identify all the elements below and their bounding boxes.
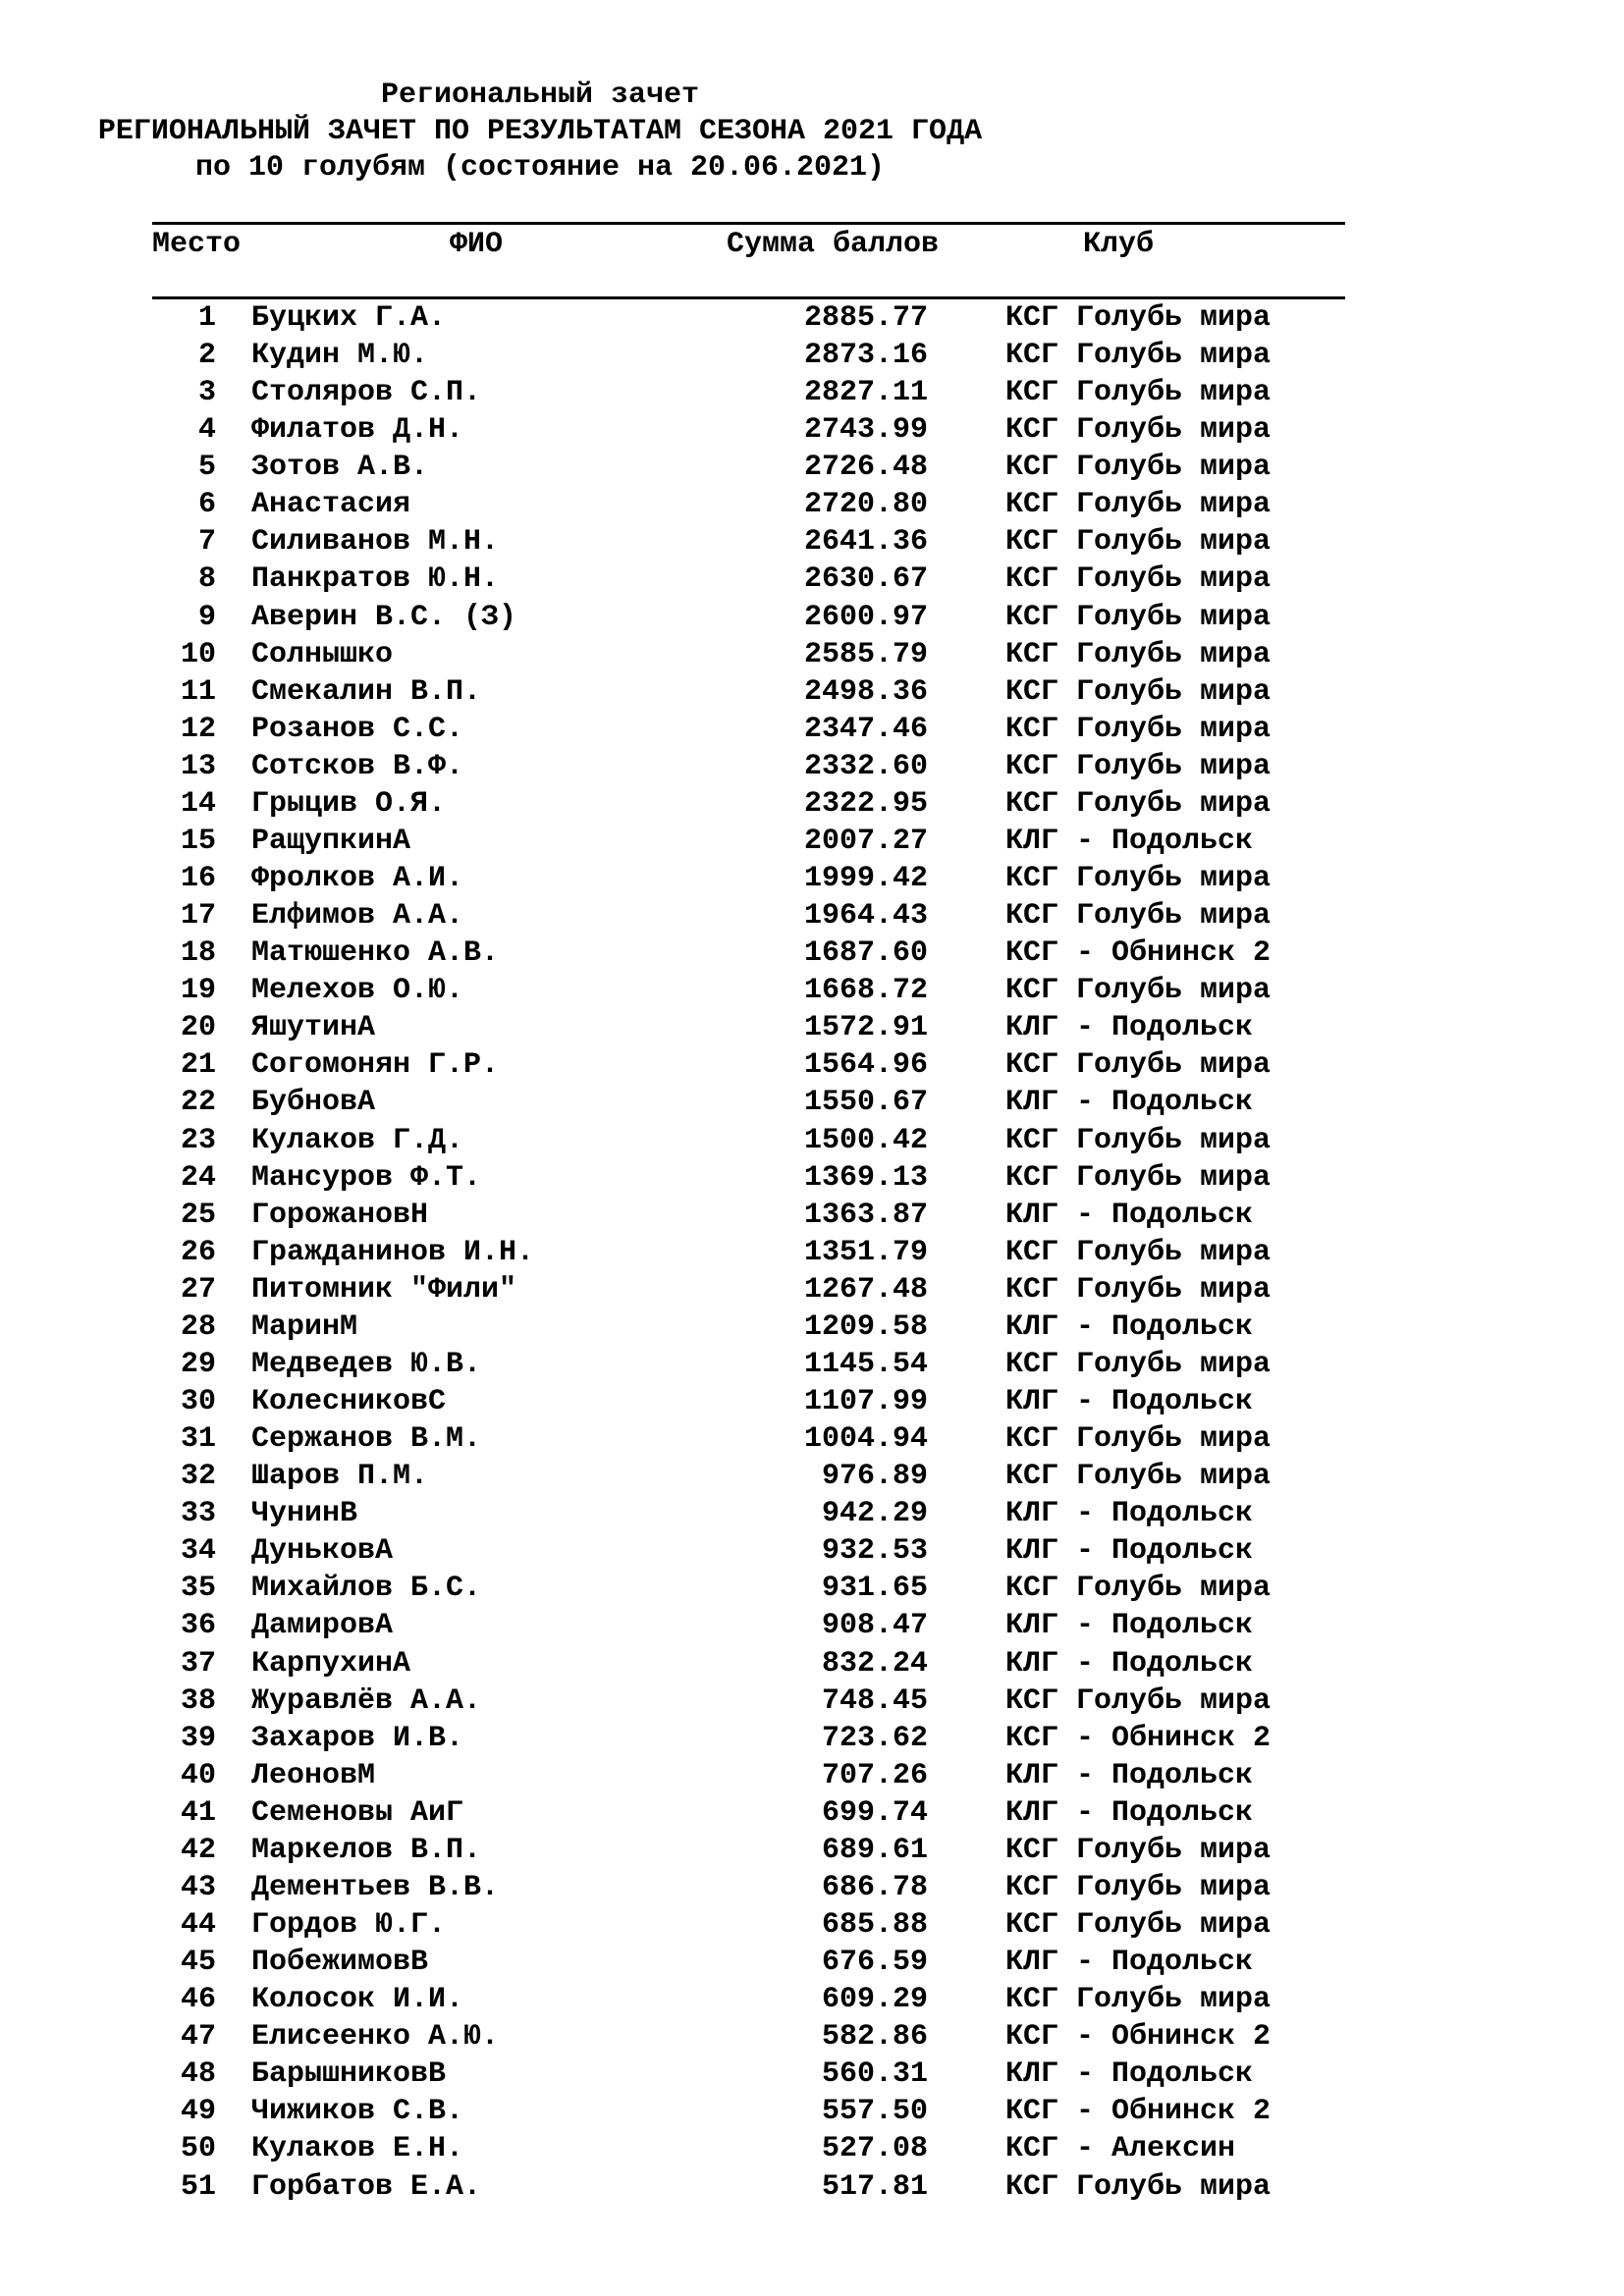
row-club: КСГ Голубь мира: [1005, 1870, 1272, 1904]
row-name: Анастасия: [251, 488, 411, 522]
row-place: 7: [197, 525, 216, 560]
table-row: [0, 374, 1624, 411]
row-place: 29: [180, 1347, 216, 1381]
row-score: 2332.60: [803, 749, 928, 783]
row-score: 2600.97: [803, 600, 928, 634]
table-row: [0, 449, 1624, 486]
row-name: МаринМ: [251, 1309, 358, 1344]
table-row: [0, 1832, 1624, 1869]
row-club: КСГ Голубь мира: [1005, 376, 1272, 410]
row-score: 1145.54: [803, 1347, 928, 1381]
row-place: 3: [197, 376, 216, 410]
row-club: КЛГ - Подольск: [1005, 1758, 1254, 1792]
row-club: КСГ Голубь мира: [1005, 339, 1272, 373]
table-row: [0, 1981, 1624, 2018]
row-score: 2630.67: [803, 562, 928, 597]
table-row: [0, 1308, 1624, 1346]
row-score: 1999.42: [803, 862, 928, 896]
row-name: Дементьев В.В.: [251, 1870, 500, 1904]
table-row: [0, 1869, 1624, 1906]
table-row: [0, 2056, 1624, 2093]
row-score: 2007.27: [803, 824, 928, 858]
row-name: Панкратов Ю.Н.: [251, 562, 500, 597]
row-score: 560.31: [821, 2057, 928, 2092]
table-row: [0, 748, 1624, 785]
row-club: КЛГ - Подольск: [1005, 1609, 1254, 1643]
row-place: 19: [180, 974, 216, 1008]
title-line-3: по 10 голубям (состояние на 20.06.2021): [194, 151, 886, 185]
row-place: 51: [180, 2169, 216, 2204]
row-place: 11: [180, 674, 216, 709]
row-club: КЛГ - Подольск: [1005, 1946, 1254, 1980]
row-place: 12: [180, 712, 216, 746]
row-place: 43: [180, 1870, 216, 1904]
row-score: 2743.99: [803, 413, 928, 448]
row-score: 689.61: [821, 1833, 928, 1867]
row-club: КЛГ - Подольск: [1005, 1309, 1254, 1344]
row-score: 1004.94: [803, 1422, 928, 1457]
row-club: КСГ Голубь мира: [1005, 1422, 1272, 1457]
row-place: 47: [180, 2020, 216, 2055]
table-row: [0, 1906, 1624, 1944]
row-place: 6: [197, 488, 216, 522]
row-club: КСГ Голубь мира: [1005, 786, 1272, 821]
row-club: КЛГ - Подольск: [1005, 1086, 1254, 1120]
row-place: 16: [180, 862, 216, 896]
row-score: 1964.43: [803, 899, 928, 934]
table-row: [0, 1645, 1624, 1682]
table-row: [0, 1420, 1624, 1458]
row-name: Грыцив О.Я.: [251, 786, 447, 821]
row-place: 34: [180, 1534, 216, 1569]
table-row: [0, 1495, 1624, 1532]
header-club: Клуб: [1083, 228, 1155, 261]
row-score: 832.24: [821, 1646, 928, 1681]
row-club: КЛГ - Подольск: [1005, 1198, 1254, 1232]
row-club: КСГ Голубь мира: [1005, 1460, 1272, 1494]
row-name: Медведев Ю.В.: [251, 1347, 482, 1381]
row-club: КСГ Голубь мира: [1005, 1908, 1272, 1942]
row-name: Мелехов О.Ю.: [251, 974, 464, 1008]
row-score: 1550.67: [803, 1086, 928, 1120]
row-place: 33: [180, 1497, 216, 1531]
row-name: Смекалин В.П.: [251, 674, 482, 709]
row-name: ЧунинВ: [251, 1497, 358, 1531]
row-place: 30: [180, 1385, 216, 1419]
row-club: КСГ Голубь мира: [1005, 2169, 1272, 2204]
row-score: 2585.79: [803, 637, 928, 671]
row-name: КолесниковС: [251, 1385, 447, 1419]
row-name: БубновА: [251, 1086, 376, 1120]
table-row: [0, 823, 1624, 860]
title-line-2: РЕГИОНАЛЬНЫЙ ЗАЧЕТ ПО РЕЗУЛЬТАТАМ СЕЗОНА 2021 ГОДА: [97, 115, 983, 148]
header-place: Место: [152, 228, 242, 261]
table-row: [0, 785, 1624, 823]
row-place: 25: [180, 1198, 216, 1232]
row-club: КСГ Голубь мира: [1005, 712, 1272, 746]
row-name: Захаров И.В.: [251, 1721, 464, 1755]
table-row: [0, 1532, 1624, 1570]
header-score: Сумма баллов: [727, 228, 940, 261]
row-score: 2347.46: [803, 712, 928, 746]
table-row: [0, 1757, 1624, 1794]
row-name: РащупкинА: [251, 824, 411, 858]
row-club: КСГ Голубь мира: [1005, 1272, 1272, 1307]
table-row: [0, 337, 1624, 374]
row-score: 931.65: [821, 1572, 928, 1606]
row-place: 38: [180, 1683, 216, 1718]
row-place: 4: [197, 413, 216, 448]
table-row: [0, 897, 1624, 934]
row-club: КСГ Голубь мира: [1005, 488, 1272, 522]
table-row: [0, 1084, 1624, 1121]
row-name: Аверин В.С. (З): [251, 600, 517, 634]
row-name: Солнышко: [251, 637, 394, 671]
row-score: 2641.36: [803, 525, 928, 560]
row-place: 10: [180, 637, 216, 671]
row-club: КСГ - Обнинск 2: [1005, 2095, 1272, 2129]
row-place: 48: [180, 2057, 216, 2092]
row-club: КСГ - Алексин: [1005, 2132, 1236, 2166]
row-place: 9: [197, 600, 216, 634]
table-row: [0, 1682, 1624, 1720]
row-place: 20: [180, 1011, 216, 1045]
table-row: [0, 934, 1624, 972]
row-score: 1209.58: [803, 1309, 928, 1344]
title-line-1: Региональный зачет: [380, 79, 700, 112]
row-name: Журавлёв А.А.: [251, 1683, 482, 1718]
table-row: [0, 1046, 1624, 1084]
row-club: КСГ Голубь мира: [1005, 413, 1272, 448]
row-club: КСГ Голубь мира: [1005, 1347, 1272, 1381]
row-name: Силиванов М.Н.: [251, 525, 500, 560]
row-club: КСГ Голубь мира: [1005, 562, 1272, 597]
row-name: Шаров П.М.: [251, 1460, 429, 1494]
row-name: Сержанов В.М.: [251, 1422, 482, 1457]
row-name: Фролков А.И.: [251, 862, 464, 896]
row-score: 1363.87: [803, 1198, 928, 1232]
row-club: КСГ Голубь мира: [1005, 1048, 1272, 1083]
row-club: КСГ Голубь мира: [1005, 1683, 1272, 1718]
row-club: КСГ Голубь мира: [1005, 637, 1272, 671]
row-score: 685.88: [821, 1908, 928, 1942]
row-score: 1267.48: [803, 1272, 928, 1307]
table-row: [0, 1271, 1624, 1308]
row-name: Зотов А.В.: [251, 451, 429, 485]
row-score: 609.29: [821, 1983, 928, 2017]
row-name: Кудин М.Ю.: [251, 339, 429, 373]
row-club: КСГ Голубь мира: [1005, 899, 1272, 934]
row-score: 686.78: [821, 1870, 928, 1904]
row-place: 28: [180, 1309, 216, 1344]
row-club: КСГ Голубь мира: [1005, 1123, 1272, 1157]
table-row: [0, 561, 1624, 598]
row-club: КСГ Голубь мира: [1005, 1983, 1272, 2017]
row-place: 21: [180, 1048, 216, 1083]
table-row: [0, 1197, 1624, 1234]
row-name: Столяров С.П.: [251, 376, 482, 410]
row-club: КСГ Голубь мира: [1005, 1160, 1272, 1195]
table-row: [0, 1159, 1624, 1197]
row-place: 50: [180, 2132, 216, 2166]
row-name: БарышниковВ: [251, 2057, 447, 2092]
row-score: 1500.42: [803, 1123, 928, 1157]
table-row: [0, 1720, 1624, 1757]
row-place: 8: [197, 562, 216, 597]
row-score: 2885.77: [803, 301, 928, 335]
row-score: 1572.91: [803, 1011, 928, 1045]
table-row: [0, 1607, 1624, 1644]
table-row: [0, 711, 1624, 748]
row-score: 2322.95: [803, 786, 928, 821]
row-place: 49: [180, 2095, 216, 2129]
row-name: Чижиков С.В.: [251, 2095, 464, 2129]
row-place: 41: [180, 1795, 216, 1830]
row-club: КЛГ - Подольск: [1005, 1385, 1254, 1419]
row-name: Филатов Д.Н.: [251, 413, 464, 448]
row-score: 932.53: [821, 1534, 928, 1569]
row-name: Маркелов В.П.: [251, 1833, 482, 1867]
row-club: КЛГ - Подольск: [1005, 1646, 1254, 1681]
table-row: [0, 972, 1624, 1009]
table-row: [0, 2018, 1624, 2056]
row-club: КСГ Голубь мира: [1005, 749, 1272, 783]
table-row: [0, 1009, 1624, 1046]
row-place: 46: [180, 1983, 216, 2017]
row-score: 1107.99: [803, 1385, 928, 1419]
row-name: КарпухинА: [251, 1646, 411, 1681]
row-name: Буцких Г.А.: [251, 301, 447, 335]
row-name: Кулаков Г.Д.: [251, 1123, 464, 1157]
row-club: КСГ Голубь мира: [1005, 674, 1272, 709]
row-club: КСГ Голубь мира: [1005, 1572, 1272, 1606]
row-club: КСГ - Обнинск 2: [1005, 936, 1272, 971]
row-score: 976.89: [821, 1460, 928, 1494]
row-club: КЛГ - Подольск: [1005, 1497, 1254, 1531]
row-name: ДуньковА: [251, 1534, 394, 1569]
row-name: Гражданинов И.Н.: [251, 1235, 535, 1269]
row-place: 36: [180, 1609, 216, 1643]
table-row: [0, 1458, 1624, 1495]
row-club: КСГ - Обнинск 2: [1005, 2020, 1272, 2055]
row-place: 42: [180, 1833, 216, 1867]
table-row: [0, 2093, 1624, 2130]
table-row: [0, 636, 1624, 673]
row-score: 2498.36: [803, 674, 928, 709]
row-name: Михайлов Б.С.: [251, 1572, 482, 1606]
row-score: 517.81: [821, 2169, 928, 2204]
row-place: 26: [180, 1235, 216, 1269]
table-row: [0, 599, 1624, 636]
row-score: 942.29: [821, 1497, 928, 1531]
table-row: [0, 2130, 1624, 2167]
row-name: Согомонян Г.Р.: [251, 1048, 500, 1083]
row-club: КСГ Голубь мира: [1005, 974, 1272, 1008]
row-name: Колосок И.И.: [251, 1983, 464, 2017]
row-name: Гордов Ю.Г.: [251, 1908, 447, 1942]
row-name: Матюшенко А.В.: [251, 936, 500, 971]
row-name: Мансуров Ф.Т.: [251, 1160, 482, 1195]
table-row: [0, 1570, 1624, 1607]
row-place: 37: [180, 1646, 216, 1681]
row-place: 27: [180, 1272, 216, 1307]
row-name: Елисеенко А.Ю.: [251, 2020, 500, 2055]
row-club: КЛГ - Подольск: [1005, 1795, 1254, 1830]
row-club: КСГ Голубь мира: [1005, 525, 1272, 560]
table-row: [0, 860, 1624, 897]
row-club: КСГ - Обнинск 2: [1005, 1721, 1272, 1755]
row-place: 44: [180, 1908, 216, 1942]
header-name: ФИО: [450, 228, 504, 261]
row-name: ЯшутинА: [251, 1011, 376, 1045]
row-place: 14: [180, 786, 216, 821]
row-name: ЛеоновМ: [251, 1758, 376, 1792]
row-name: Розанов С.С.: [251, 712, 464, 746]
row-name: ДамировА: [251, 1609, 394, 1643]
row-score: 908.47: [821, 1609, 928, 1643]
row-name: Питомник "Фили": [251, 1272, 517, 1307]
row-name: ПобежимовВ: [251, 1946, 429, 1980]
table-row: [0, 1944, 1624, 1981]
row-score: 557.50: [821, 2095, 928, 2129]
row-place: 1: [197, 301, 216, 335]
row-club: КСГ Голубь мира: [1005, 301, 1272, 335]
table-row: [0, 673, 1624, 711]
row-place: 31: [180, 1422, 216, 1457]
table-row: [0, 1383, 1624, 1420]
row-name: Елфимов А.А.: [251, 899, 464, 934]
row-name: Сотсков В.Ф.: [251, 749, 464, 783]
row-place: 13: [180, 749, 216, 783]
table-row: [0, 523, 1624, 561]
row-club: КСГ Голубь мира: [1005, 1235, 1272, 1269]
row-score: 748.45: [821, 1683, 928, 1718]
row-club: КСГ Голубь мира: [1005, 451, 1272, 485]
row-score: 582.86: [821, 2020, 928, 2055]
row-club: КЛГ - Подольск: [1005, 1534, 1254, 1569]
row-place: 35: [180, 1572, 216, 1606]
row-score: 723.62: [821, 1721, 928, 1755]
row-place: 24: [180, 1160, 216, 1195]
row-place: 18: [180, 936, 216, 971]
row-place: 22: [180, 1086, 216, 1120]
table-row: [0, 411, 1624, 449]
row-place: 40: [180, 1758, 216, 1792]
row-score: 707.26: [821, 1758, 928, 1792]
row-place: 39: [180, 1721, 216, 1755]
row-club: КЛГ - Подольск: [1005, 1011, 1254, 1045]
row-place: 23: [180, 1123, 216, 1157]
row-club: КСГ Голубь мира: [1005, 1833, 1272, 1867]
row-name: Горбатов Е.А.: [251, 2169, 482, 2204]
table-row: [0, 1794, 1624, 1832]
row-score: 1668.72: [803, 974, 928, 1008]
row-name: ГорожановН: [251, 1198, 429, 1232]
row-place: 15: [180, 824, 216, 858]
row-place: 5: [197, 451, 216, 485]
row-club: КЛГ - Подольск: [1005, 824, 1254, 858]
row-score: 1687.60: [803, 936, 928, 971]
table-row: [0, 1234, 1624, 1271]
row-name: Семеновы АиГ: [251, 1795, 464, 1830]
row-score: 1369.13: [803, 1160, 928, 1195]
row-place: 45: [180, 1946, 216, 1980]
row-score: 2720.80: [803, 488, 928, 522]
header-top-rule: [152, 222, 1345, 225]
row-score: 676.59: [821, 1946, 928, 1980]
row-score: 527.08: [821, 2132, 928, 2166]
row-club: КЛГ - Подольск: [1005, 2057, 1254, 2092]
row-place: 17: [180, 899, 216, 934]
row-name: Кулаков Е.Н.: [251, 2132, 464, 2166]
table-row: [0, 486, 1624, 523]
row-club: КСГ Голубь мира: [1005, 600, 1272, 634]
table-row: [0, 299, 1624, 337]
row-score: 699.74: [821, 1795, 928, 1830]
row-place: 32: [180, 1460, 216, 1494]
row-score: 2726.48: [803, 451, 928, 485]
row-score: 2827.11: [803, 376, 928, 410]
table-row: [0, 1122, 1624, 1159]
row-score: 1564.96: [803, 1048, 928, 1083]
table-row: [0, 2168, 1624, 2206]
row-score: 1351.79: [803, 1235, 928, 1269]
row-club: КСГ Голубь мира: [1005, 862, 1272, 896]
table-row: [0, 1346, 1624, 1383]
row-place: 2: [197, 339, 216, 373]
row-score: 2873.16: [803, 339, 928, 373]
